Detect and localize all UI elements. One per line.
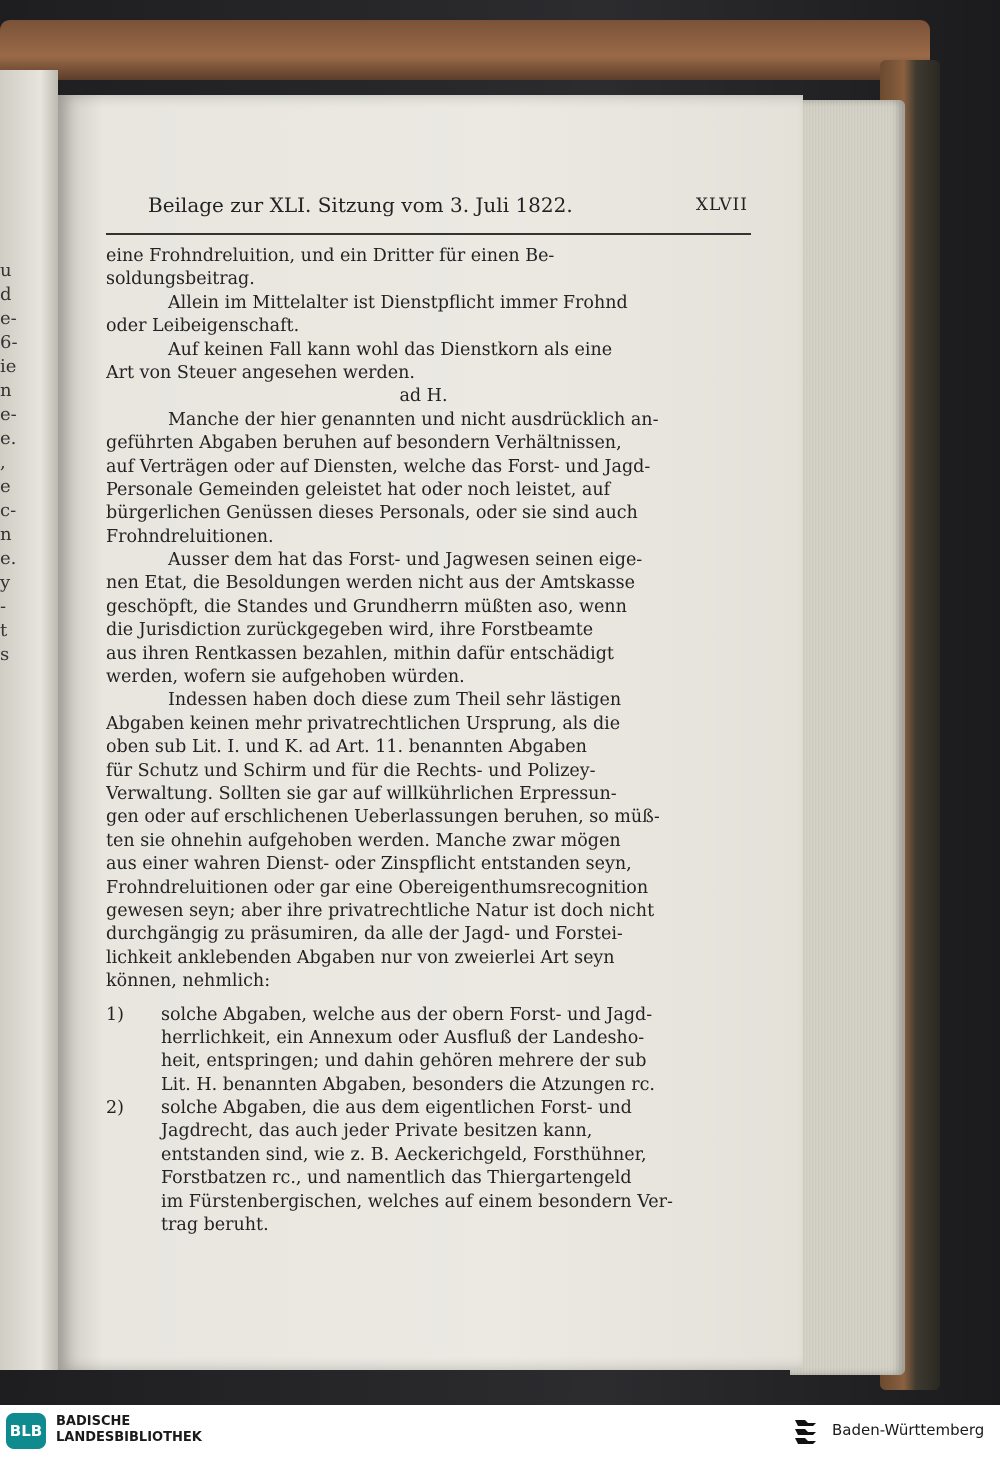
body-text: [106, 245, 741, 1237]
footer-bar: [0, 1405, 1000, 1457]
left-page-fragment: ,: [0, 452, 6, 473]
text-line: Frohndreluitionen.: [106, 526, 274, 547]
text-line: geführten Abgaben beruhen auf besondern Verhältnissen,: [106, 433, 622, 454]
left-page-fragment: s: [0, 644, 10, 665]
text-line: Abgaben keinen mehr privatrechtlichen Ursprung, als die: [106, 713, 621, 734]
text-line: für Schutz und Schirm und für die Rechts- und Polizey-: [106, 760, 596, 781]
list-text: solche Abgaben, welche aus der obern Forst- und Jagd-: [161, 1004, 653, 1025]
left-page-fragment: e-: [0, 308, 17, 329]
text-line: werden, wofern sie aufgehoben würden.: [106, 667, 465, 688]
bw-name: Baden-Württemberg: [832, 1421, 985, 1439]
blb-name-line1: BADISCHE: [56, 1414, 131, 1429]
left-page-fragment: e-: [0, 404, 17, 425]
text-line: aus ihren Rentkassen bezahlen, mithin dafür entschädigt: [106, 643, 614, 664]
page-edges: [790, 100, 905, 1375]
text-line: die Jurisdiction zurückgegeben wird, ihre Forstbeamte: [106, 620, 594, 641]
list-number: 2): [106, 1098, 124, 1119]
book-cover-top: [0, 20, 930, 80]
list-item-line: [106, 1027, 741, 1050]
section-heading: ad H.: [399, 386, 448, 407]
bw-lions-icon: [792, 1415, 822, 1447]
list-item-line: [106, 1144, 741, 1167]
left-page-fragment: -: [0, 596, 7, 617]
left-page-fragment: y: [0, 572, 11, 593]
list-item-line: [106, 1050, 741, 1073]
blb-name: [56, 1414, 202, 1446]
list-number: 1): [106, 1004, 124, 1025]
left-page-fragment: n: [0, 380, 12, 401]
left-page-fragment: t: [0, 620, 8, 641]
left-page-fragment: n: [0, 524, 12, 545]
text-line: oder Leibeigenschaft.: [106, 316, 300, 337]
list-text: Jagdrecht, das auch jeder Private besitzen kann,: [161, 1121, 593, 1142]
text-line: oben sub Lit. I. und K. ad Art. 11. benannten Abgaben: [106, 737, 587, 758]
list-text: entstanden sind, wie z. B. Aeckerichgeld, Forsthühner,: [161, 1144, 647, 1165]
text-line: können, nehmlich:: [106, 971, 271, 992]
text-line: eine Frohndreluition, und ein Dritter für einen Be-: [106, 246, 555, 266]
text-line: bürgerlichen Genüssen dieses Personals, oder sie sind auch: [106, 503, 638, 524]
blb-logo: BLB: [6, 1413, 46, 1449]
text-line: Ausser dem hat das Forst- und Jagwesen seinen eige-: [168, 550, 643, 571]
text-line: aus einer wahren Dienst- oder Zinspflicht entstanden seyn,: [106, 854, 632, 875]
running-head: Beilage zur XLI. Sitzung vom 3. Juli 1822.: [148, 193, 573, 217]
text-line: lichkeit anklebenden Abgaben nur von zweierlei Art seyn: [106, 947, 615, 968]
text-line: Manche der hier genannten und nicht ausdrücklich an-: [168, 409, 659, 430]
list-item-line: [106, 1074, 741, 1097]
text-line: gen oder auf erschlichenen Ueberlassungen beruhen, so müß-: [106, 807, 660, 828]
text-line: auf Verträgen oder auf Diensten, welche das Forst- und Jagd-: [106, 456, 651, 477]
text-line: nen Etat, die Besoldungen werden nicht aus der Amtskasse: [106, 573, 636, 594]
left-page-fragment: c-: [0, 500, 17, 521]
list-item-line: [106, 1167, 741, 1190]
list-text: Lit. H. benannten Abgaben, besonders die Atzungen rc.: [161, 1074, 655, 1095]
left-page-fragment: e: [0, 476, 11, 497]
text-line: Allein im Mittelalter ist Dienstpflicht immer Frohnd: [168, 292, 628, 313]
page-header: [148, 193, 748, 233]
list-text: solche Abgaben, die aus dem eigentlichen Forst- und: [161, 1098, 632, 1119]
text-line: Auf keinen Fall kann wohl das Dienstkorn als eine: [168, 339, 613, 360]
left-page-fragment: u: [0, 260, 12, 281]
text-line: Indessen haben doch diese zum Theil sehr lästigen: [168, 690, 622, 711]
list-item-line: [106, 1120, 741, 1143]
left-page-fragment: e.: [0, 428, 17, 449]
text-line: Frohndreluitionen oder gar eine Obereigenthumsrecognition: [106, 877, 649, 898]
text-line: ten sie ohnehin aufgehoben werden. Manche zwar mögen: [106, 830, 621, 851]
left-page: [0, 70, 58, 1370]
blb-name-line2: LANDESBIBLIOTHEK: [56, 1430, 202, 1445]
list-text: Forstbatzen rc., und namentlich das Thiergartengeld: [161, 1168, 632, 1189]
text-line: Verwaltung. Sollten sie gar auf willkührlichen Erpressun-: [106, 783, 617, 804]
right-page: [58, 95, 803, 1370]
list-item-line: [106, 1097, 741, 1120]
list-text: trag beruht.: [161, 1215, 269, 1236]
folio-number: XLVII: [695, 195, 748, 215]
list-item-line: [106, 1214, 741, 1237]
list-text: herrlichkeit, ein Annexum oder Ausfluß der Landesho-: [161, 1027, 645, 1048]
text-line: Personale Gemeinden geleistet hat oder noch leistet, auf: [106, 479, 611, 500]
list-item-line: [106, 1191, 741, 1214]
list-item-line: [106, 1004, 741, 1027]
left-page-fragment: e.: [0, 548, 17, 569]
left-page-fragment: d: [0, 284, 12, 305]
text-line: Art von Steuer angesehen werden.: [106, 362, 415, 383]
text-line: durchgängig zu präsumiren, da alle der Jagd- und Forstei-: [106, 924, 623, 945]
header-rule: [106, 233, 751, 235]
text-line: soldungsbeitrag.: [106, 269, 255, 290]
left-page-fragment: 6-: [0, 332, 18, 353]
text-line: gewesen seyn; aber ihre privatrechtliche Natur ist doch nicht: [106, 900, 655, 921]
left-page-fragment: ie: [0, 356, 17, 377]
text-line: geschöpft, die Standes und Grundherrn müßten aso, wenn: [106, 596, 627, 617]
list-text: heit, entspringen; und dahin gehören mehrere der sub: [161, 1051, 647, 1072]
list-text: im Fürstenbergischen, welches auf einem besondern Ver-: [161, 1191, 673, 1212]
